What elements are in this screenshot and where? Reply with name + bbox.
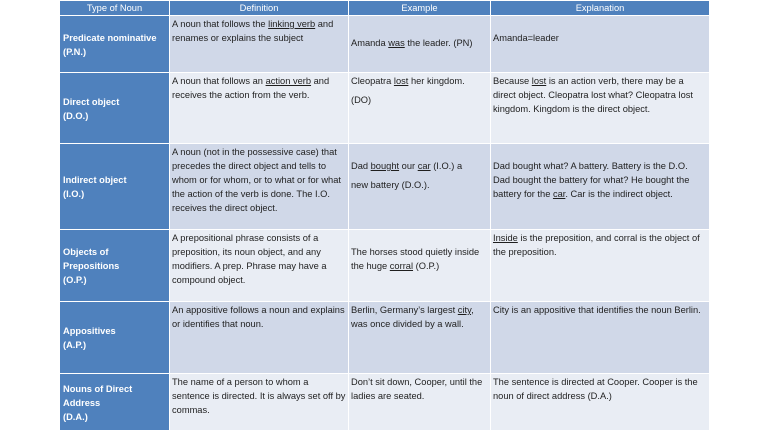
- example-cell: Amanda was the leader. (PN): [349, 16, 491, 73]
- definition-cell: An appositive follows a noun and explains or identifies that noun.: [170, 302, 349, 374]
- type-name: Predicate nominative: [63, 32, 157, 43]
- type-abbreviation: (P.N.): [63, 46, 87, 57]
- type-name: Objects of: [63, 247, 109, 257]
- type-cell: [60, 16, 170, 73]
- header-row: [60, 1, 710, 16]
- type-abbreviation: (D.O.): [63, 110, 89, 121]
- type-cell: [60, 230, 170, 302]
- type-cell: [60, 374, 170, 431]
- underlined-term: corral: [389, 261, 414, 271]
- type-abbreviation: (O.P.): [63, 275, 87, 285]
- example-cell: Berlin, Germany’s largest city, was once divided by a wall.: [349, 302, 491, 374]
- type-abbreviation: (D.A.): [63, 411, 88, 422]
- type-cell: [60, 144, 170, 230]
- underlined-term: car: [417, 161, 431, 171]
- table-row: [60, 302, 710, 374]
- example-cell: The horses stood quietly inside the huge corral (O.P.): [349, 230, 491, 302]
- definition-cell: A noun (not in the possessive case) that precedes the direct object and tells to whom or for whom, or to what or for what the action of the verb is done. The I.O. receives the direct object.: [170, 144, 349, 230]
- underlined-term: linking verb: [268, 19, 316, 29]
- underlined-term: lost: [393, 76, 409, 86]
- type-name: Indirect object: [63, 175, 127, 185]
- type-name-continued: Address: [63, 397, 101, 408]
- explanation-cell: The sentence is directed at Cooper. Cooper is the noun of direct address (D.A.): [491, 374, 710, 431]
- type-name-continued: Prepositions: [63, 261, 120, 271]
- underlined-term: bought: [370, 161, 400, 171]
- definition-cell: A prepositional phrase consists of a preposition, its noun object, and any modifiers. A prep. Phrase may have a compound object.: [170, 230, 349, 302]
- explanation-cell: Amanda=leader: [491, 16, 710, 73]
- underlined-term: city: [457, 305, 472, 315]
- header-type: Type of Noun: [60, 1, 170, 16]
- table-row: [60, 73, 710, 144]
- explanation-cell: Dad bought what? A battery. Battery is the D.O. Dad bought the battery for what? He bought the battery for the car. Car is the indirect object.: [491, 144, 710, 230]
- type-abbreviation: (A.P.): [63, 340, 87, 350]
- underlined-term: Inside: [493, 233, 518, 243]
- underlined-term: lost: [531, 76, 547, 86]
- header-definition: Definition: [170, 1, 349, 16]
- type-name: Appositives: [63, 326, 116, 336]
- table-row: [60, 230, 710, 302]
- explanation-cell: Because lost is an action verb, there may be a direct object. Cleopatra lost what? Cleopatra lost kingdom. Kingdom is the direct object.: [491, 73, 710, 144]
- definition-cell: The name of a person to whom a sentence is directed. It is always set off by commas.: [170, 374, 349, 431]
- type-name: Direct object: [63, 96, 120, 107]
- example-cell: Don’t sit down, Cooper, until the ladies are seated.: [349, 374, 491, 431]
- type-abbreviation: (I.O.): [63, 189, 85, 199]
- header-explanation: Explanation: [491, 1, 710, 16]
- underlined-term: action verb: [265, 76, 312, 86]
- type-cell: [60, 73, 170, 144]
- definition-cell: A noun that follows an action verb and receives the action from the verb.: [170, 73, 349, 144]
- type-name: Nouns of Direct: [63, 383, 133, 394]
- table-row: [60, 374, 710, 431]
- example-cell: Dad bought our car (I.O.) a new battery (D.O.).: [349, 144, 491, 230]
- type-cell: [60, 302, 170, 374]
- definition-cell: A noun that follows the linking verb and renames or explains the subject: [170, 16, 349, 73]
- table-row: [60, 144, 710, 230]
- underlined-term: car: [552, 189, 566, 199]
- noun-types-table: [59, 0, 710, 431]
- underlined-term: was: [388, 38, 405, 48]
- example-cell: Cleopatra lost her kingdom. (DO): [349, 73, 491, 144]
- header-example: Example: [349, 1, 491, 16]
- explanation-cell: City is an appositive that identifies the noun Berlin.: [491, 302, 710, 374]
- explanation-cell: Inside is the preposition, and corral is the object of the preposition.: [491, 230, 710, 302]
- table-row: [60, 16, 710, 73]
